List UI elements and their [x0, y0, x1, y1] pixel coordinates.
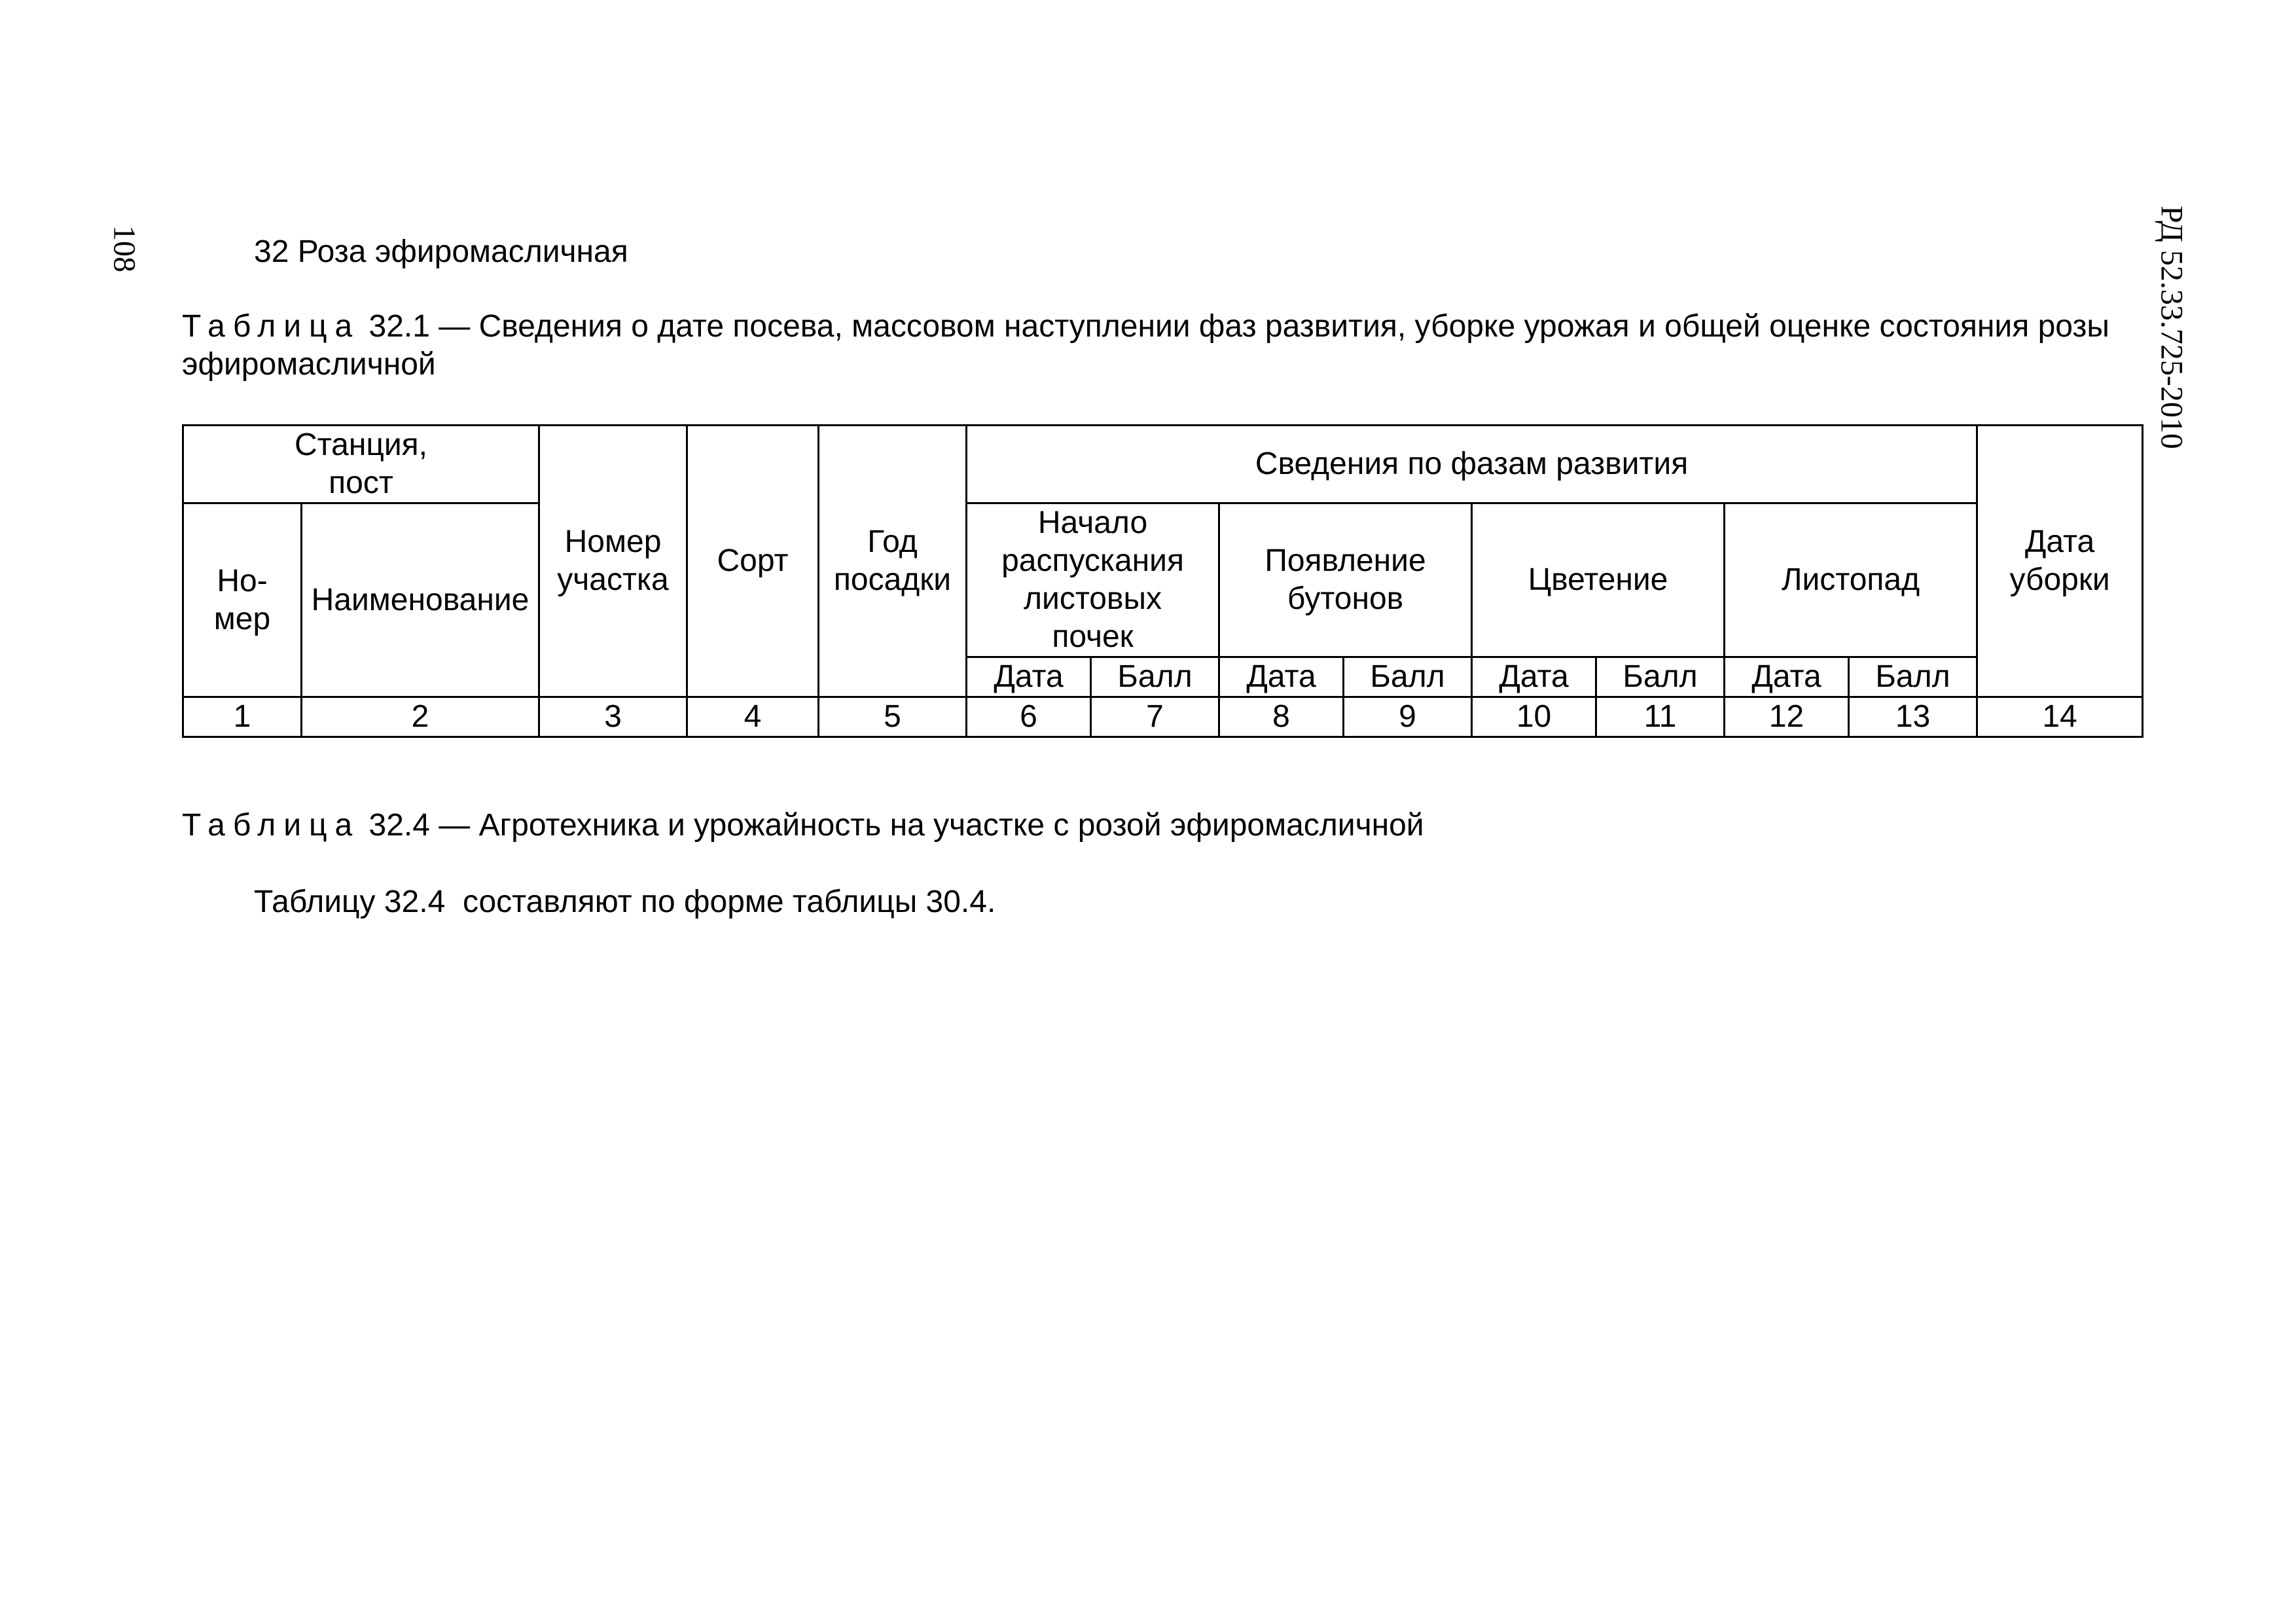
- column-number: 11: [1596, 697, 1725, 737]
- table-caption-word: Таблица: [182, 808, 361, 843]
- section-title: 32 Роза эфиромасличная: [254, 234, 628, 269]
- header-phase-bud-break: Начало распускания листовых почек: [967, 503, 1219, 657]
- table-32-1: [182, 424, 2144, 738]
- page-number: 108: [107, 225, 142, 272]
- column-number: 4: [687, 697, 819, 737]
- header-station-post: Станция, пост: [183, 426, 539, 503]
- column-number: 3: [539, 697, 687, 737]
- column-number: 10: [1472, 697, 1596, 737]
- header-planting-year: Год посадки: [819, 426, 967, 697]
- table-caption-word: Таблица: [182, 309, 361, 344]
- header-phase-budding: Появление бутонов: [1219, 503, 1472, 657]
- column-number-row: [183, 697, 2143, 737]
- column-number: 14: [1977, 697, 2143, 737]
- table-caption-text: 32.4 — Агротехника и урожайность на участке с розой эфиромасличной: [360, 808, 1424, 843]
- header-date: Дата: [1725, 657, 1849, 697]
- header-date: Дата: [1219, 657, 1344, 697]
- header-row-1: [183, 426, 2143, 503]
- header-score: Балл: [1849, 657, 1977, 697]
- header-phase-leaf-fall: Листопад: [1725, 503, 1977, 657]
- header-plot-number: Номер участка: [539, 426, 687, 697]
- header-variety: Сорт: [687, 426, 819, 697]
- column-number: 6: [967, 697, 1091, 737]
- table-caption-text: 32.1 — Сведения о дате посева, массовом наступлении фаз развития, уборке урожая и общей оценке состояния розы эфиромасличной: [182, 309, 2109, 382]
- table-32-4-note: Таблицу 32.4 составляют по форме таблицы 30.4.: [254, 884, 996, 919]
- column-number: 12: [1725, 697, 1849, 737]
- header-station-number: Но- мер: [183, 503, 302, 697]
- header-score: Балл: [1596, 657, 1725, 697]
- header-score: Балл: [1344, 657, 1472, 697]
- column-number: 9: [1344, 697, 1472, 737]
- document-code: РД 52.33.725-2010: [2154, 206, 2189, 449]
- header-row-2: [183, 503, 2143, 657]
- column-number: 1: [183, 697, 302, 737]
- column-number: 2: [302, 697, 539, 737]
- header-date: Дата: [1472, 657, 1596, 697]
- column-number: 5: [819, 697, 967, 737]
- table-32-4-caption: [182, 807, 2139, 845]
- header-score: Балл: [1091, 657, 1219, 697]
- table-32-1-caption: [182, 308, 2139, 384]
- header-phases: Сведения по фазам развития: [967, 426, 1977, 503]
- column-number: 8: [1219, 697, 1344, 737]
- header-station-name: Наименование: [302, 503, 539, 697]
- column-number: 13: [1849, 697, 1977, 737]
- header-date: Дата: [967, 657, 1091, 697]
- header-harvest-date: Дата уборки: [1977, 426, 2143, 697]
- header-phase-flowering: Цветение: [1472, 503, 1725, 657]
- column-number: 7: [1091, 697, 1219, 737]
